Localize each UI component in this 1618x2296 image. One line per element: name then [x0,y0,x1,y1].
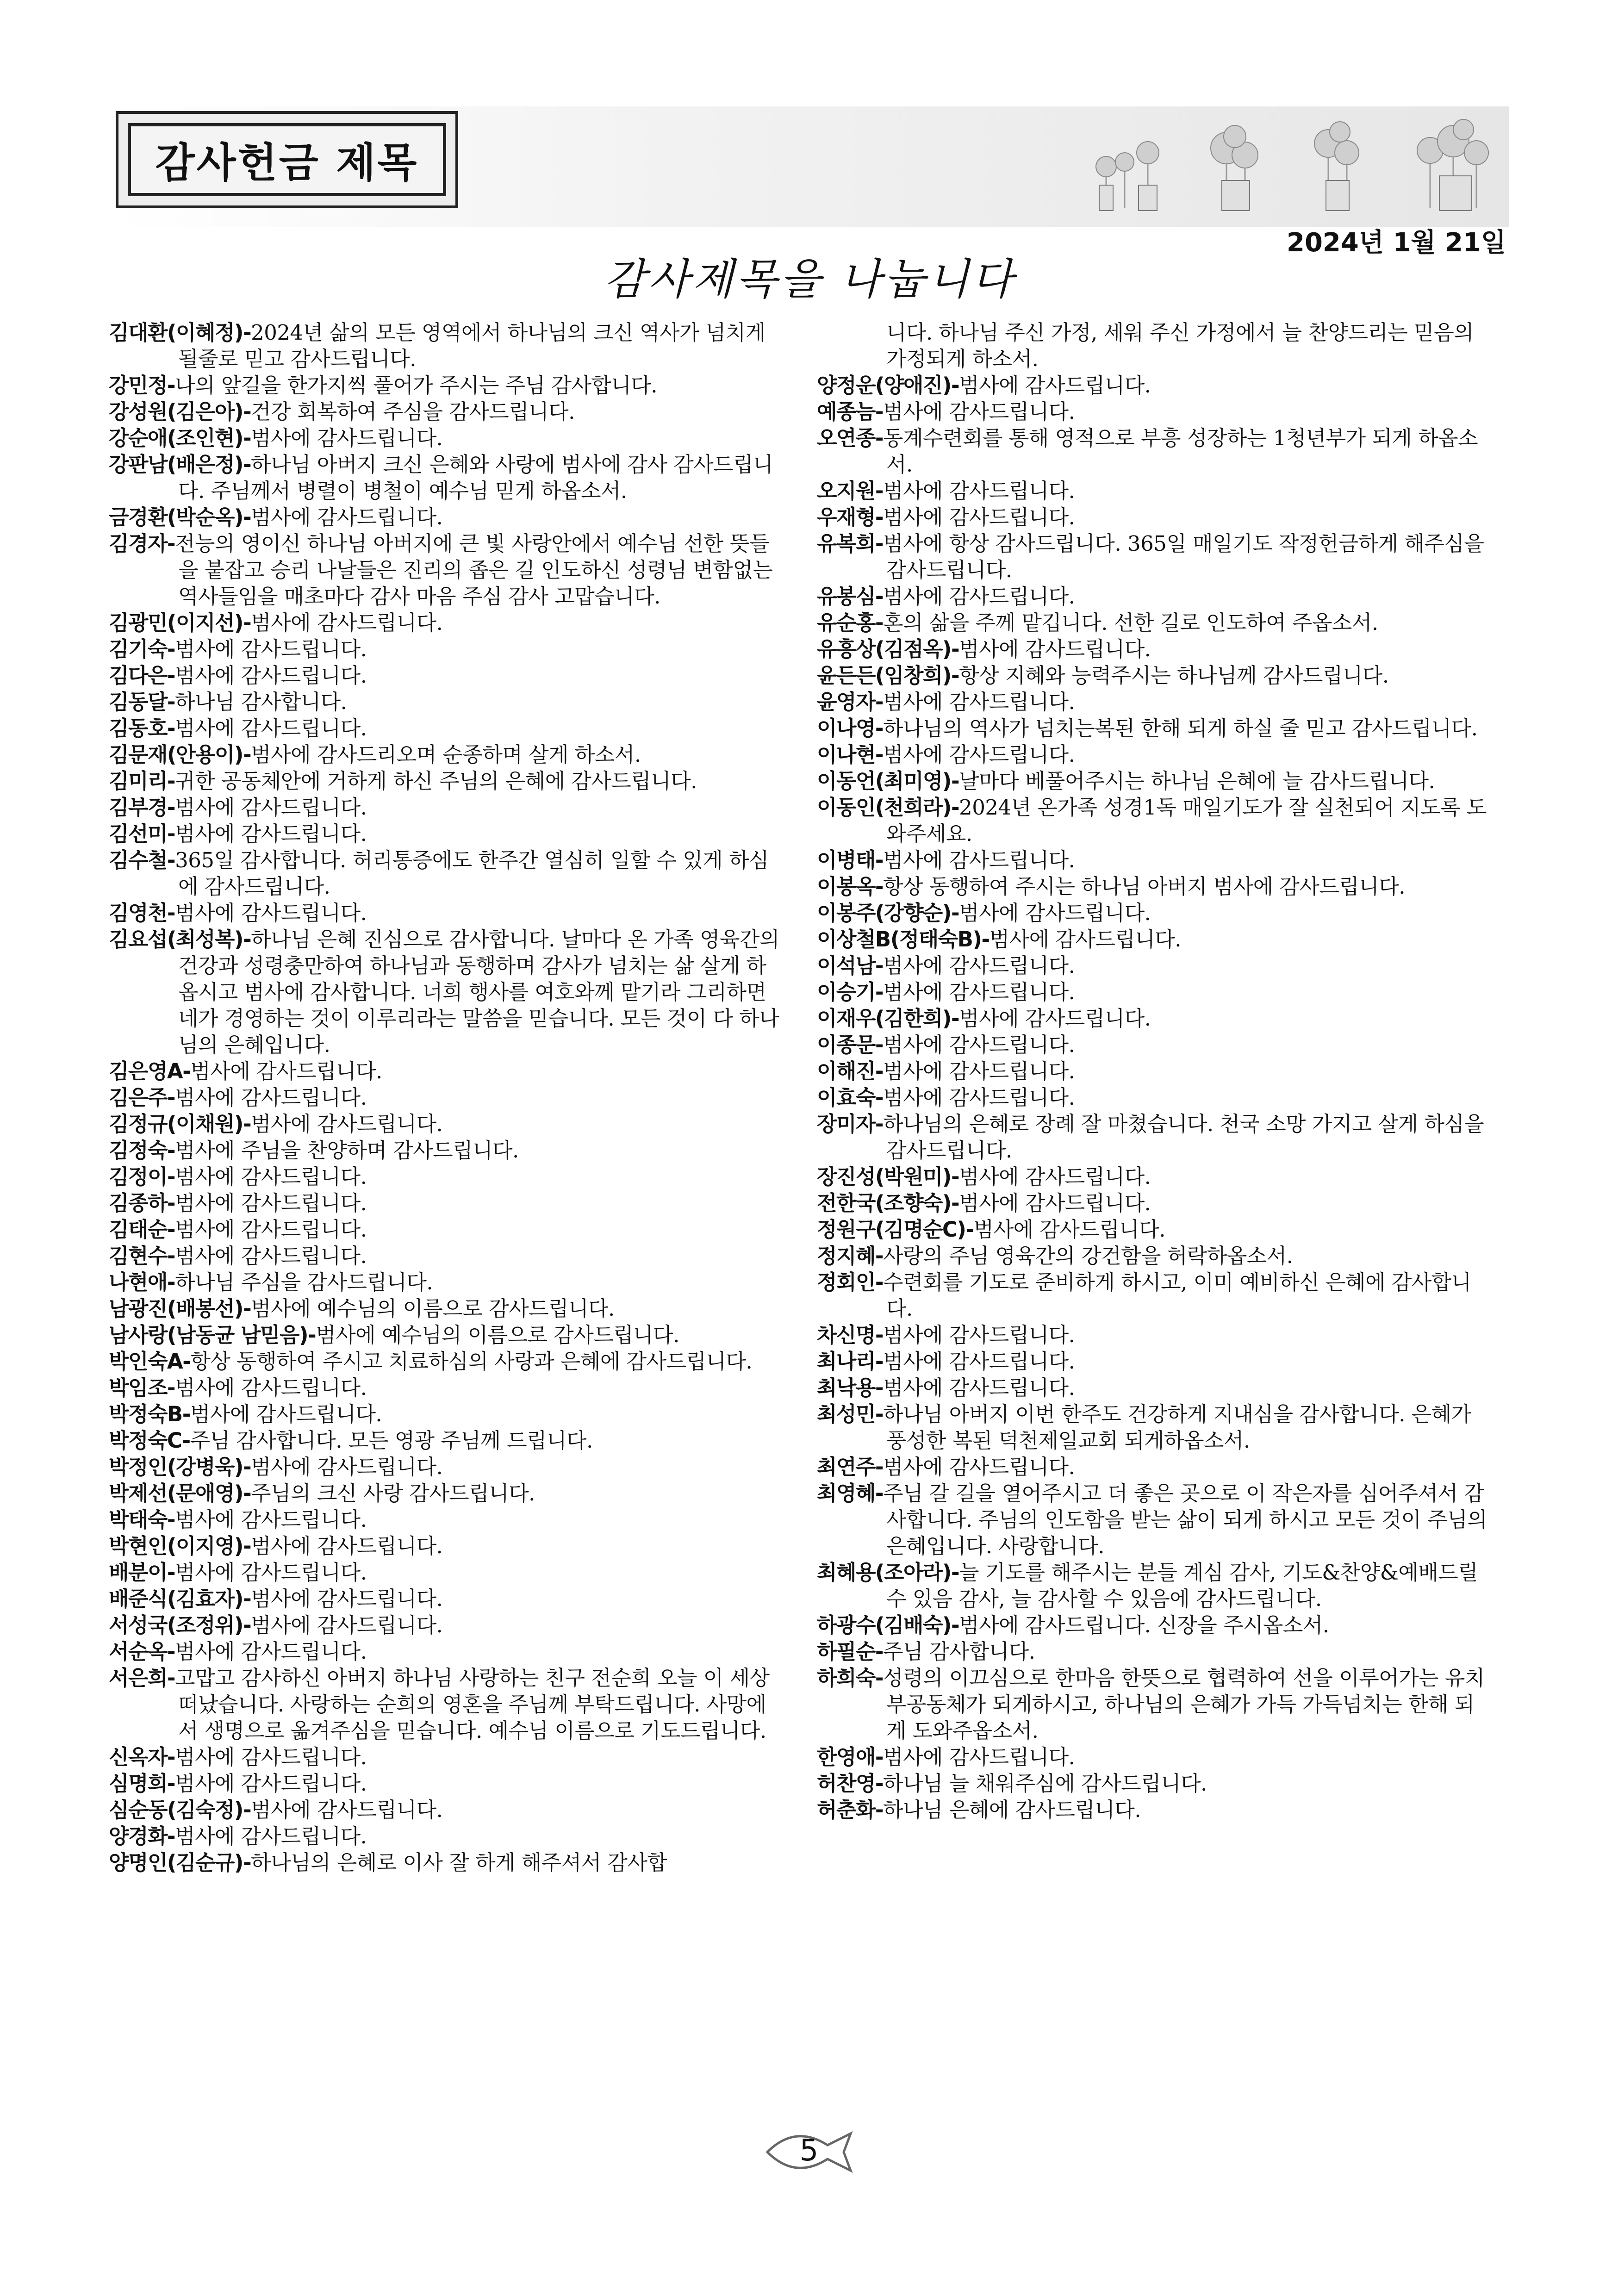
donor-name: 최연주- [817,1455,884,1479]
thanks-text: 범사에 항상 감사드립니다. 365일 매일기도 작정헌금하게 해주심을 감사드립니다. [883,531,1484,582]
thanks-entry [817,1005,1493,1032]
thanks-text: 범사에 감사드립니다. [175,1639,367,1664]
thanks-text: 범사에 감사드립니다. [251,505,443,529]
donor-name: 유순홍- [817,610,884,635]
thanks-text: 범사에 감사드립니다. [175,1191,367,1215]
thanks-entry [817,662,1493,689]
donor-name: 우재형- [817,505,884,529]
page-title: 감사헌금 제목 [128,123,446,196]
donor-name: 이봉옥- [817,874,884,899]
thanks-text: 늘 기도를 해주시는 분들 계심 감사, 기도&찬양&예배드릴 수 있음 감사, 늘 감사할 수 있음에 감사드립니다. [886,1560,1478,1611]
thanks-text: 365일 감사합니다. 허리통증에도 한주간 열심히 일할 수 있게 하심에 감사드립니다. [175,848,769,899]
thanks-entry [109,1111,784,1137]
thanks-entry [109,1269,784,1295]
thanks-entry [109,1744,784,1770]
donor-name: 김문재(안용이)- [109,742,251,767]
donor-name: 심명희- [109,1771,175,1796]
thanks-entry [109,425,784,451]
thanks-text: 주님 감사합니다. [883,1639,1035,1664]
thanks-text: 주님 감사합니다. 모든 영광 주님께 드립니다. [190,1428,593,1453]
thanks-entry [109,1454,784,1480]
donor-name: 김기숙- [109,637,175,661]
donor-name: 강판남(배은정)- [109,452,251,477]
thanks-entry [109,794,784,821]
donor-name: 박제선(문애영)- [109,1481,251,1506]
thanks-text: 범사에 예수님의 이름으로 감사드립니다. [251,1296,615,1321]
donor-name: 유복희- [817,531,884,556]
left-column [109,319,784,1876]
thanks-text: 하나님 은혜 진심으로 감사합니다. 날마다 온 가족 영육간의 건강과 성령충만하여 하나님과 동행하며 감사가 넘치는 삶 살게 하옵시고 범사에 감사합니다. 너희 행사를 여호와께 맡기라 그리하면 네가 경영하는 것이 이루리라는 말씀을 믿습니다. 모든 것이 다 하나님의 은혜입니다. [178,927,779,1057]
thanks-entry [109,451,784,504]
donor-name: 박태숙- [109,1507,175,1532]
donor-name: 이효숙- [817,1085,884,1110]
donor-name: 남광진(배봉선)- [109,1296,251,1321]
continuation-text: 니다. 하나님 주신 가정, 세워 주신 가정에서 늘 찬양드리는 믿음의 가정되게 하소서. [886,320,1474,371]
thanks-entry [109,1506,784,1533]
donor-name: 예종늠- [817,399,884,424]
thanks-entry [817,1111,1493,1164]
thanks-text: 범사에 감사드립니다. [959,901,1151,925]
thanks-text: 범사에 감사드립니다. [251,426,443,450]
donor-name: 김경자- [109,531,175,556]
thanks-entry [817,1638,1493,1665]
thanks-entry [109,1401,784,1427]
thanks-entry [109,1295,784,1322]
thanks-text: 하나님의 은혜로 장례 잘 마쳤습니다. 천국 소망 가지고 살게 하심을 감사드립니다. [883,1112,1484,1163]
thanks-entry [817,1348,1493,1375]
thanks-text: 범사에 감사드리오며 순종하며 살게 하소서. [251,742,641,767]
thanks-entry [817,926,1493,952]
donor-name: 신옥자- [109,1745,175,1769]
thanks-text: 범사에 감사드립니다. [883,1349,1075,1374]
thanks-text: 범사에 감사드립니다. [959,1164,1151,1189]
thanks-entry [817,1401,1493,1454]
donor-name: 박인숙A- [109,1349,191,1374]
donor-name: 한영애- [817,1745,884,1769]
thanks-text: 하나님의 역사가 넘치는복된 한해 되게 하실 줄 믿고 감사드립니다. [883,716,1478,740]
donor-name: 김미리- [109,769,175,793]
thanks-text: 날마다 베풀어주시는 하나님 은혜에 늘 감사드립니다. [959,769,1435,793]
thanks-entry [817,1084,1493,1111]
donor-name: 강성원(김은아)- [109,399,251,424]
donor-name: 이나영- [817,716,884,740]
donor-name: 박정숙B- [109,1402,190,1426]
thanks-text: 전능의 영이신 하나님 아버지에 큰 빛 사랑안에서 예수님 선한 뜻들을 붙잡고 승리 나날들은 진리의 좁은 길 인도하신 성령님 변함없는 역사들임을 매초마다 감사 마음 주심 감사 고맙습니다. [175,531,773,609]
thanks-text: 주님 갈 길을 열어주시고 더 좋은 곳으로 이 작은자를 심어주셔서 감사합니다. 주님의 인도함을 받는 삶이 되게 하시고 모든 것이 주님의 은혜입니다. 사랑합니다. [883,1481,1487,1558]
thanks-entry [817,1190,1493,1216]
donor-name: 최성민- [817,1402,884,1426]
thanks-entry [109,1638,784,1665]
thanks-text: 범사에 감사드립니다. 신장을 주시옵소서. [959,1613,1329,1637]
donor-name: 박정인(강병욱)- [109,1455,251,1479]
thanks-text: 범사에 감사드립니다. [883,505,1075,529]
donor-name: 김정숙- [109,1138,175,1163]
thanks-entry [109,504,784,530]
thanks-text: 범사에 감사드립니다. [973,1217,1165,1242]
thanks-entry [109,1084,784,1111]
thanks-entry [817,478,1493,504]
donor-name: 김동호- [109,716,175,740]
donor-name: 양정운(양애진)- [817,373,959,398]
thanks-text: 범사에 감사드립니다. [883,848,1075,872]
thanks-entry [817,1665,1493,1744]
thanks-entry [109,1533,784,1559]
thanks-text: 나의 앞길을 한가지씩 풀어가 주시는 주님 감사합니다. [175,373,658,398]
thanks-text: 항상 동행하여 주시는 하나님 아버지 범사에 감사드립니다. [883,874,1406,899]
subtitle: 감사제목을 나눕니다 [604,255,1016,304]
donor-name: 강순애(조인현)- [109,426,251,450]
donor-name: 서성국(조정위)- [109,1613,251,1637]
thanks-text: 범사에 감사드립니다. [251,1112,443,1136]
thanks-text: 범사에 감사드립니다. [251,1534,443,1558]
page-number: 5 [799,2134,819,2168]
thanks-text: 범사에 감사드립니다. [175,716,367,740]
thanks-entry [817,1164,1493,1190]
thanks-text: 범사에 감사드립니다. [175,637,367,661]
thanks-entry [817,1744,1493,1770]
thanks-entry [109,1216,784,1243]
thanks-entry [109,1770,784,1797]
thanks-text: 항상 동행하여 주시고 치료하심의 사랑과 은혜에 감사드립니다. [190,1349,753,1374]
thanks-text: 범사에 감사드립니다. [175,795,367,820]
donor-name: 최혜용(조아라)- [817,1560,959,1585]
thanks-text: 범사에 감사드립니다. [883,1033,1075,1057]
thanks-entry [817,715,1493,741]
donor-name: 정지혜- [817,1244,884,1268]
thanks-text: 하나님 늘 채워주심에 감사드립니다. [883,1771,1207,1796]
thanks-text: 범사에 감사드립니다. [883,584,1075,609]
donor-name: 허춘화- [817,1798,884,1822]
donor-name: 김요섭(최성복)- [109,927,251,952]
donor-name: 하필순- [817,1639,884,1664]
thanks-text: 범사에 감사드립니다. [175,1507,367,1532]
thanks-text: 범사에 감사드립니다. [175,1244,367,1268]
donor-name: 하희숙- [817,1666,884,1690]
donor-name: 김동달- [109,690,175,714]
donor-name: 이상철B(정태숙B)- [817,927,989,952]
donor-name: 이종문- [817,1033,884,1057]
thanks-text: 범사에 감사드립니다. [175,1745,367,1769]
thanks-entry [817,979,1493,1005]
page-number-badge [763,2124,855,2180]
thanks-entry [109,1586,784,1612]
donor-name: 이동언(최미영)- [817,769,959,793]
thanks-entry [109,1559,784,1586]
thanks-entry [817,1454,1493,1480]
donor-name: 나현애- [109,1270,175,1294]
thanks-entry [817,425,1493,478]
thanks-text: 범사에 감사드립니다. [959,373,1151,398]
thanks-entry [817,847,1493,873]
donor-name: 이재우(김한희)- [817,1006,959,1031]
thanks-entry [109,715,784,741]
thanks-text: 범사에 감사드립니다. [989,927,1182,952]
donor-name: 배분이- [109,1560,175,1585]
thanks-text: 하나님 은혜에 감사드립니다. [883,1798,1141,1822]
donor-name: 이병태- [817,848,884,872]
donor-name: 최낙용- [817,1375,884,1400]
thanks-entry [109,1322,784,1348]
donor-name: 남사랑(남동균 남믿음)- [109,1323,316,1347]
thanks-entry [109,689,784,715]
thanks-entry [109,1665,784,1744]
thanks-entry [109,1612,784,1638]
donor-name: 유흥상(김점옥)- [817,637,959,661]
thanks-entry [109,1797,784,1823]
donor-name: 김부경- [109,795,175,820]
thanks-entry [817,530,1493,583]
thanks-text: 범사에 감사드립니다. [251,1798,443,1822]
thanks-entry [817,768,1493,794]
thanks-entry [817,372,1493,398]
thanks-entry [109,1348,784,1375]
thanks-entry [109,530,784,610]
flower-vases-illustration [1088,116,1504,213]
thanks-text: 2024년 삶의 모든 영역에서 하나님의 크신 역사가 넘치게 될줄로 믿고 감사드립니다. [178,320,765,371]
thanks-entry [817,689,1493,715]
donor-name: 김은영A- [109,1059,191,1083]
donor-name: 장미자- [817,1112,884,1136]
thanks-entry [817,1480,1493,1559]
thanks-text: 범사에 주님을 찬양하며 감사드립니다. [175,1138,519,1163]
donor-name: 김다은- [109,663,175,688]
thanks-text: 범사에 감사드립니다. [175,1560,367,1585]
thanks-text: 범사에 감사드립니다. [959,1191,1151,1215]
thanks-entry [817,504,1493,530]
thanks-entry [109,768,784,794]
donor-name: 이봉주(강향순)- [817,901,959,925]
thanks-text: 범사에 감사드립니다. [883,980,1075,1004]
donor-name: 유봉심- [817,584,884,609]
thanks-text: 범사에 감사드립니다. [175,1217,367,1242]
thanks-entry [109,1480,784,1506]
thanks-entry [109,398,784,425]
donor-name: 이나현- [817,742,884,767]
title-box [116,111,458,208]
donor-name: 양명인(김순규)- [109,1850,251,1875]
thanks-entry [109,319,784,372]
thanks-entry [109,1058,784,1084]
thanks-entry [817,1032,1493,1058]
donor-name: 오지원- [817,479,884,503]
donor-name: 배준식(김효자)- [109,1587,251,1611]
thanks-text: 범사에 감사드립니다. [175,1771,367,1796]
donor-name: 윤영자- [817,690,884,714]
thanks-text: 범사에 감사드립니다. [175,821,367,846]
thanks-text: 범사에 감사드립니다. [959,637,1151,661]
thanks-text: 범사에 감사드립니다. [251,1613,443,1637]
donor-name: 강민정- [109,373,175,398]
thanks-entry [109,1137,784,1164]
thanks-text: 범사에 감사드립니다. [883,399,1075,424]
thanks-entry [109,662,784,689]
thanks-text: 건강 회복하여 주심을 감사드립니다. [251,399,575,424]
thanks-entry [817,1216,1493,1243]
donor-name: 서은희- [109,1666,175,1690]
donor-name: 김수철- [109,848,175,872]
thanks-entry [817,952,1493,979]
thanks-text: 범사에 감사드립니다. [175,1824,367,1848]
thanks-text: 범사에 감사드립니다. [251,1455,443,1479]
thanks-text: 범사에 감사드립니다. [251,610,443,635]
thanks-entry [109,821,784,847]
thanks-text: 범사에 감사드립니다. [883,690,1075,714]
thanks-text: 범사에 감사드립니다. [883,1745,1075,1769]
thanks-text: 귀한 공동체안에 거하게 하신 주님의 은혜에 감사드립니다. [175,769,697,793]
donor-name: 박정숙C- [109,1428,190,1453]
thanks-entry [817,1269,1493,1322]
donor-name: 전한국(조향숙)- [817,1191,959,1215]
thanks-entry [109,847,784,900]
thanks-entry [109,1427,784,1454]
thanks-entry [109,1190,784,1216]
thanks-text: 고맙고 감사하신 아버지 하나님 사랑하는 친구 전순희 오늘 이 세상 떠났습니다. 사랑하는 순희의 영혼을 주님께 부탁드립니다. 사망에서 생명으로 옮겨주심을 믿습니다. 예수님 이름으로 기도드립니다. [175,1666,770,1743]
thanks-entry [109,1849,784,1876]
donor-name: 김은주- [109,1085,175,1110]
thanks-text: 수련회를 기도로 준비하게 하시고, 이미 예비하신 은혜에 감사합니다. [883,1270,1471,1321]
thanks-text: 하나님 아버지 크신 은혜와 사랑에 범사에 감사 감사드립니다. 주님께서 병렬이 병철이 예수님 믿게 하옵소서. [178,452,773,503]
donor-name: 정원구(김명순C)- [817,1217,974,1242]
thanks-entry [109,900,784,926]
thanks-text: 범사에 감사드립니다. [175,1085,367,1110]
donor-name: 하광수(김배숙)- [817,1613,959,1637]
thanks-text: 범사에 감사드립니다. [190,1402,382,1426]
donor-name: 박현인(이지영)- [109,1534,251,1558]
thanks-entry [109,926,784,1058]
donor-name: 양경화- [109,1824,175,1848]
thanks-entry [109,610,784,636]
donor-name: 금경환(박순옥)- [109,505,251,529]
thanks-text: 항상 지혜와 능력주시는 하나님께 감사드립니다. [959,663,1389,688]
thanks-entry [817,1797,1493,1823]
thanks-text: 범사에 감사드립니다. [883,1059,1075,1083]
thanks-text: 범사에 감사드립니다. [175,1375,367,1400]
thanks-text: 범사에 감사드립니다. [175,1164,367,1189]
thanks-text: 범사에 감사드립니다. [883,1323,1075,1347]
donor-name: 윤든든(임창희)- [817,663,959,688]
thanks-entry [817,1559,1493,1612]
thanks-text: 범사에 감사드립니다. [883,953,1075,978]
donor-name: 김현수- [109,1244,175,1268]
date: 2024년 1월 21일 [1287,228,1506,258]
thanks-text: 주님의 크신 사랑 감사드립니다. [251,1481,535,1506]
thanks-text: 범사에 감사드립니다. [175,901,367,925]
donor-name: 차신명- [817,1323,884,1347]
thanks-entry [817,794,1493,847]
thanks-entry [109,1823,784,1849]
thanks-entry [817,1612,1493,1638]
thanks-text: 범사에 감사드립니다. [959,1006,1151,1031]
donor-name: 이동인(천희라)- [817,795,959,820]
donor-name: 이해진- [817,1059,884,1083]
thanks-entry [817,398,1493,425]
donor-name: 박임조- [109,1375,175,1400]
thanks-text: 범사에 감사드립니다. [190,1059,382,1083]
thanks-entry [817,636,1493,662]
thanks-entry [109,1164,784,1190]
donor-name: 심순동(김숙정)- [109,1798,251,1822]
thanks-text: 범사에 감사드립니다. [175,663,367,688]
donor-name: 김정규(이채원)- [109,1112,251,1136]
thanks-text: 범사에 감사드립니다. [883,742,1075,767]
thanks-entry [817,1770,1493,1797]
thanks-entry [109,372,784,398]
thanks-text: 하나님의 은혜로 이사 잘 하게 해주셔서 감사합 [251,1850,667,1875]
donor-name: 김정이- [109,1164,175,1189]
thanks-text: 범사에 감사드립니다. [251,1587,443,1611]
thanks-text: 하나님 감사합니다. [175,690,347,714]
thanks-text: 하나님 주심을 감사드립니다. [175,1270,433,1294]
thanks-text: 혼의 삶을 주께 맡깁니다. 선한 길로 인도하여 주옵소서. [883,610,1378,635]
thanks-text: 범사에 감사드립니다. [883,1375,1075,1400]
thanks-entry [817,583,1493,610]
thanks-entry [109,1243,784,1269]
donor-name: 김태순- [109,1217,175,1242]
donor-name: 이승기- [817,980,884,1004]
thanks-entry [817,1058,1493,1084]
donor-name: 김종하- [109,1191,175,1215]
thanks-entry [109,1375,784,1401]
thanks-text: 2024년 온가족 성경1독 매일기도가 잘 실천되어 지도록 도와주세요. [886,795,1487,846]
thanks-entry [817,741,1493,768]
donor-name: 김대환(이혜정)- [109,320,251,345]
thanks-text: 사랑의 주님 영육간의 강건함을 허락하옵소서. [883,1244,1293,1268]
thanks-text: 동계수련회를 통해 영적으로 부흥 성장하는 1청년부가 되게 하옵소서. [883,426,1478,477]
thanks-text: 성령의 이끄심으로 한마음 한뜻으로 협력하여 선을 이루어가는 유치부공동체가 되게하시고, 하나님의 은혜가 가득 가득넘치는 한해 되게 도와주옵소서. [883,1666,1485,1743]
thanks-text: 범사에 감사드립니다. [883,1455,1075,1479]
thanks-entry [817,1375,1493,1401]
thanks-text: 범사에 감사드립니다. [883,479,1075,503]
donor-name: 허찬영- [817,1771,884,1796]
thanks-entry [817,1322,1493,1348]
thanks-entry [817,610,1493,636]
thanks-text: 범사에 예수님의 이름으로 감사드립니다. [316,1323,679,1347]
thanks-entry [817,1243,1493,1269]
donor-name: 김선미- [109,821,175,846]
donor-name: 서순옥- [109,1639,175,1664]
donor-name: 김광민(이지선)- [109,610,251,635]
donor-name: 정회인- [817,1270,884,1294]
donor-name: 최영혜- [817,1481,884,1506]
thanks-entry [817,900,1493,926]
donor-name: 최나리- [817,1349,884,1374]
donor-name: 오연종- [817,426,884,450]
thanks-text: 하나님 아버지 이번 한주도 건강하게 지내심을 감사합니다. 은혜가 풍성한 복된 덕천제일교회 되게하옵소서. [883,1402,1471,1453]
thanks-text: 범사에 감사드립니다. [883,1085,1075,1110]
right-column [817,319,1493,1823]
thanks-entry [817,873,1493,900]
donor-name: 이석남- [817,953,884,978]
donor-name: 장진성(박원미)- [817,1164,959,1189]
donor-name: 김영천- [109,901,175,925]
thanks-entry [109,636,784,662]
thanks-entry [109,741,784,768]
